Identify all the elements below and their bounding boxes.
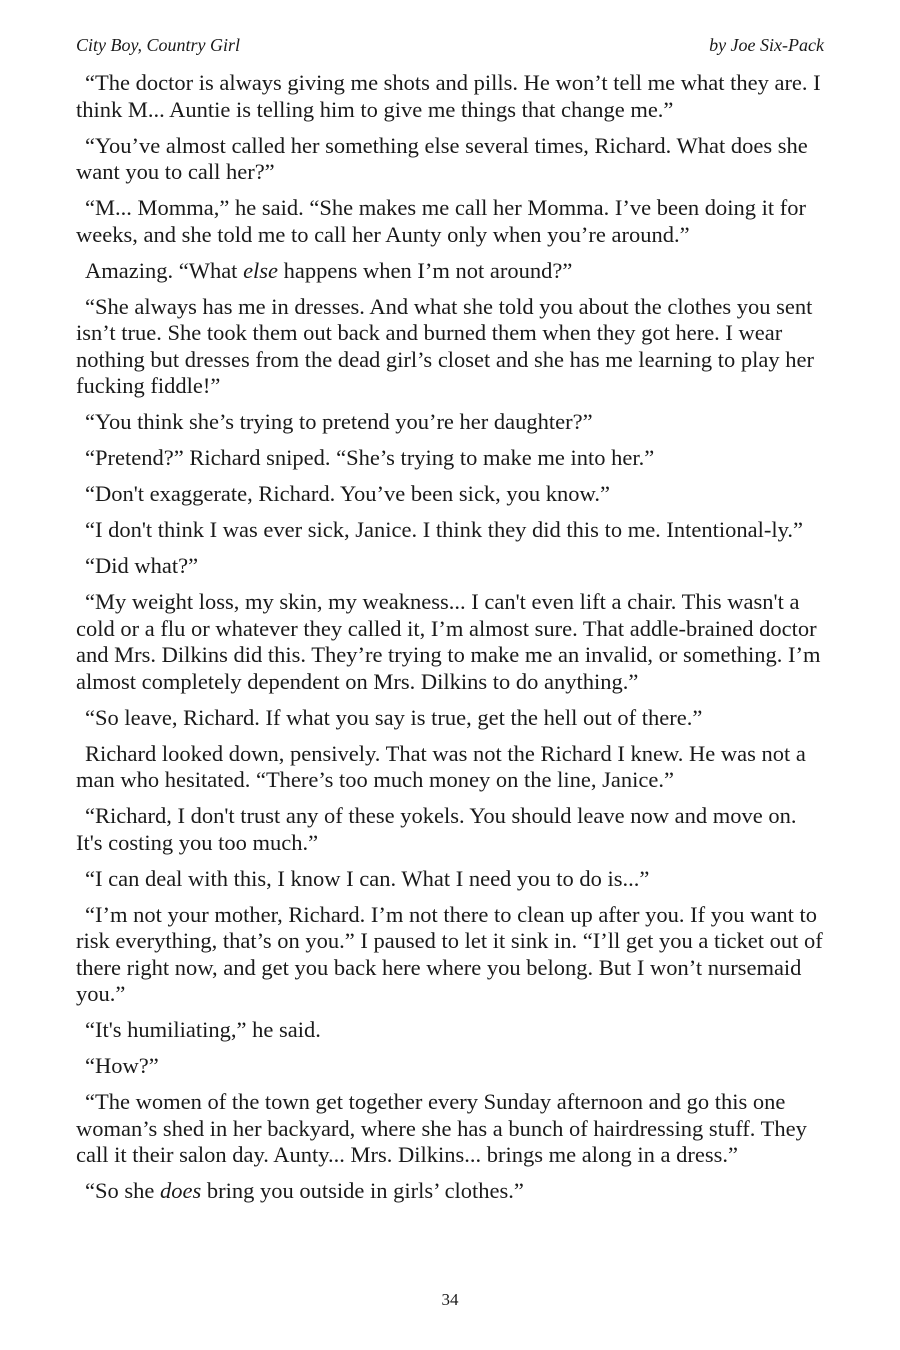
paragraph: “The women of the town get together every Sunday afternoon and go this one woman’s shed in her backyard, where she has a bunch of hairdressing stuff. They call it their salon day. Aunty... Mrs. Dilkins... brings me along in a dress.” [76, 1089, 807, 1167]
paragraph: “The doctor is always giving me shots and pills. He won’t tell me what they are. I think M... Auntie is telling him to give me things that change me.” [76, 70, 821, 122]
book-title: City Boy, Country Girl [76, 35, 240, 55]
paragraph-text: happens when I’m not around?” [278, 257, 573, 283]
paragraph: “So leave, Richard. If what you say is true, get the hell out of there.” [85, 704, 703, 730]
author-byline: by Joe Six-Pack [709, 35, 824, 55]
paragraph: Richard looked down, pensively. That was not the Richard I knew. He was not a man who hesitated. “There’s too much money on the line, Janice.” [76, 740, 806, 792]
emphasis-text: does [160, 1178, 202, 1203]
paragraph: “I can deal with this, I know I can. What I need you to do is...” [85, 865, 650, 891]
body-text [76, 70, 824, 1214]
paragraph-text: Amazing. “What [85, 257, 244, 283]
paragraph: “You think she’s trying to pretend you’re her daughter?” [85, 409, 593, 434]
paragraph-text: bring you outside in girls’ clothes.” [201, 1178, 524, 1203]
paragraph: “Pretend?” Richard sniped. “She’s trying to make me into her.” [85, 445, 655, 470]
running-header [76, 34, 824, 56]
paragraph [76, 258, 824, 285]
page-number: 34 [441, 1290, 459, 1309]
paragraph: “It's humiliating,” he said. [85, 1017, 321, 1042]
paragraph: “I don't think I was ever sick, Janice. I think they did this to me. Intentional-ly.” [85, 517, 804, 542]
emphasis-text: else [243, 257, 279, 283]
paragraph: “My weight loss, my skin, my weakness... I can't even lift a chair. This wasn't a cold or a flu or whatever they called it, I’m almost sure. That addle-brained doctor and Mrs. Dilkins did this. They’re trying to make me an invalid, or something. I’m almost completely dependent on Mrs. Dilkins to do anything.” [76, 589, 821, 694]
paragraph: “You’ve almost called her something else several times, Richard. What does she want you to call her?” [76, 132, 808, 184]
paragraph: “Richard, I don't trust any of these yokels. You should leave now and move on. It's costing you too much.” [76, 803, 797, 855]
paragraph: “She always has me in dresses. And what she told you about the clothes you sent isn’t true. She took them out back and burned them when they got here. I wear nothing but dresses from the dead girl’s closet and she has me learning to play her fucking fiddle!” [76, 293, 814, 398]
paragraph: “M... Momma,” he said. “She makes me call her Momma. I’ve been doing it for weeks, and she told me to call her Aunty only when you’re around.” [76, 195, 807, 247]
paragraph: “I’m not your mother, Richard. I’m not there to clean up after you. If you want to risk everything, that’s on you.” I paused to let it sink in. “I’ll get you a ticket out of there right now, and get you back here where you belong. But I won’t nursemaid you.” [76, 901, 823, 1006]
paragraph-text: “So she [85, 1178, 160, 1203]
paragraph [76, 1178, 824, 1205]
paragraph: “Don't exaggerate, Richard. You’ve been sick, you know.” [85, 481, 610, 506]
paragraph: “Did what?” [85, 553, 199, 578]
paragraph: “How?” [85, 1053, 159, 1078]
